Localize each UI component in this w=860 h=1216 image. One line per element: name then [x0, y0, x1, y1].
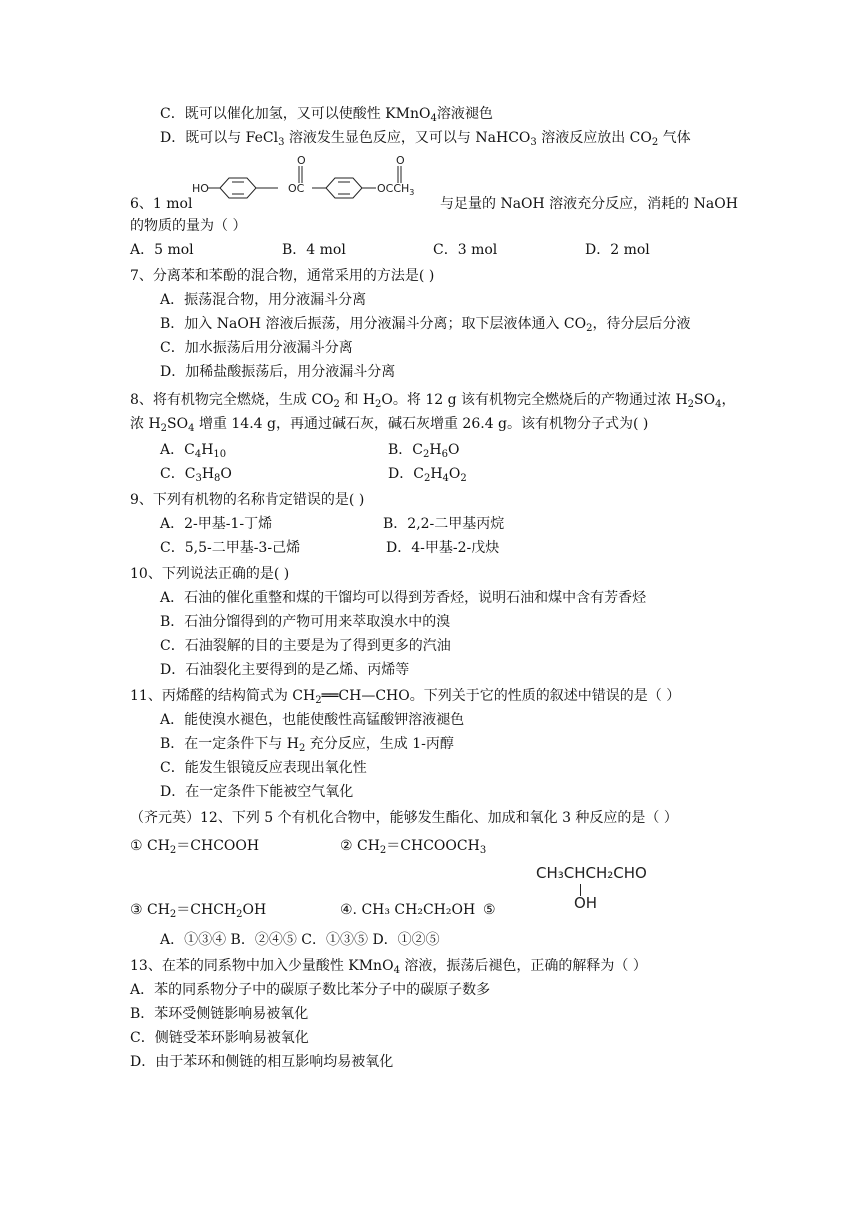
q12-structure [534, 862, 674, 914]
structure-main-chain: CH₃CHCH₂CHO [536, 864, 647, 882]
q10-option-a: A．石油的催化重整和煤的干馏均可以得到芳香烃，说明石油和煤中含有芳香烃 [160, 590, 647, 606]
q10-option-d: D．石油裂化主要得到的是乙烯、丙烯等 [160, 662, 410, 678]
q9-option-b: B．2,2-二甲基丙烷 [383, 516, 505, 532]
q7-option-c: C．加水振荡后用分液漏斗分离 [160, 340, 353, 356]
q5-option-d: D．既可以与 FeCl$_3$ 溶液发生显色反应，又可以与 NaHCO$_3$ 溶液反应放出 $CO_2$ 气体 [160, 130, 691, 148]
q12-compound-2: ② $CH_2=CHCOOCH_3$ [340, 838, 487, 856]
q6-option-a: A．5 mol [130, 242, 194, 258]
q11-option-c: C．能发生银镜反应表现出氧化性 [160, 760, 367, 776]
label-oxygen: O [396, 154, 405, 167]
q12-options: A．①③④ B．②④⑤ C．①③⑤ D．①②⑤ [160, 932, 440, 948]
q8-stem-line1: 8、将有机物完全燃烧，生成 $CO_2$ 和 $H_2O$。将 12 g 该有机物完全燃烧后的产物通过浓 $H_2SO_4$， [130, 392, 736, 410]
label-occh3: $OCCH_3$ [377, 182, 415, 197]
label-oc: OC [288, 182, 305, 195]
q12-compound-3: ③ $CH_2=CHCH_2OH$ [130, 902, 267, 920]
q12-stem: （齐元英）12、下列 5 个有机化合物中，能够发生酯化、加成和氧化 3 种反应的是（ ） [130, 810, 678, 826]
q7-option-d: D．加稀盐酸振荡后，用分液漏斗分离 [160, 364, 396, 380]
q8-stem-line2: 浓 $H_2SO_4$ 增重 14.4 g，再通过碱石灰，碱石灰增重 26.4 g。该有机物分子式为( ) [130, 416, 649, 434]
q10-option-b: B．石油分馏得到的产物可用来萃取溴水中的溴 [160, 614, 451, 630]
q11-option-a: A．能使溴水褪色，也能使酸性高锰酸钾溶液褪色 [160, 712, 465, 728]
q7-option-a: A．振荡混合物，用分液漏斗分离 [160, 292, 367, 308]
q6-suffix: 与足量的 NaOH 溶液充分反应，消耗的 NaOH [440, 196, 738, 212]
q9-option-d: D．4-甲基-2-戊炔 [386, 540, 500, 556]
q13-option-b: B．苯环受侧链影响易被氧化 [130, 1006, 309, 1022]
q8-option-a: A．$C_4H_{10}$ [160, 442, 227, 460]
q6-option-d: D．2 mol [585, 242, 650, 258]
q6-option-b: B．4 mol [282, 242, 346, 258]
q7-stem: 7、分离苯和苯酚的混合物，通常采用的方法是( ) [130, 268, 435, 284]
q13-option-d: D．由于苯环和侧链的相互影响均易被氧化 [130, 1054, 394, 1070]
benzene-ring [220, 178, 256, 198]
label-oxygen: O [297, 154, 306, 167]
label-ho: HO [192, 182, 209, 195]
q8-option-b: B．$C_2H_6O$ [388, 442, 460, 460]
q9-stem: 9、下列有机物的名称肯定错误的是( ) [130, 492, 365, 508]
q11-option-b: B．在一定条件下与 $H_2$ 充分反应，生成 1-丙醇 [160, 736, 454, 754]
q12-compound-5: ⑤ [483, 902, 496, 918]
q9-option-c: C．5,5-二甲基-3-己烯 [160, 540, 301, 556]
q13-option-a: A．苯的同系物分子中的碳原子数比苯分子中的碳原子数多 [130, 982, 491, 998]
q6-prefix: 6、1 mol [130, 196, 193, 212]
q13-option-c: C．侧链受苯环影响易被氧化 [130, 1030, 309, 1046]
q10-option-c: C．石油裂解的目的主要是为了得到更多的汽油 [160, 638, 451, 654]
q8-option-c: C．$C_3H_8O$ [160, 466, 232, 484]
benzene-ring [326, 178, 362, 198]
q9-option-a: A．2-甲基-1-丁烯 [160, 516, 273, 532]
structure-oh: OH [574, 894, 598, 912]
q13-stem: 13、在苯的同系物中加入少量酸性 KMnO$_4$ 溶液，振荡后褪色，正确的解释为（ ） [130, 958, 647, 976]
q11-stem: 11、丙烯醛的结构简式为 $CH_2══CH—CHO$。下列关于它的性质的叙述中错误的是（ ） [130, 688, 681, 706]
q12-compound-1: ① $CH_2=CHCOOH$ [130, 838, 260, 856]
q11-option-d: D．在一定条件下能被空气氧化 [160, 784, 354, 800]
q5-option-c: C．既可以催化加氢，又可以使酸性 KMnO$_4$溶液褪色 [160, 106, 493, 124]
q8-option-d: D．$C_2H_4O_2$ [388, 466, 467, 484]
q12-compound-4: ④. CH₃ CH₂CH₂OH [340, 902, 476, 918]
q6-structure [188, 154, 438, 210]
q10-stem: 10、下列说法正确的是( ) [130, 566, 290, 582]
q6-option-c: C．3 mol [433, 242, 498, 258]
q7-option-b: B．加入 NaOH 溶液后振荡，用分液漏斗分离；取下层液体通入 $CO_2$，待分层后分液 [160, 316, 691, 334]
q6-line2: 的物质的量为（ ） [130, 218, 247, 234]
